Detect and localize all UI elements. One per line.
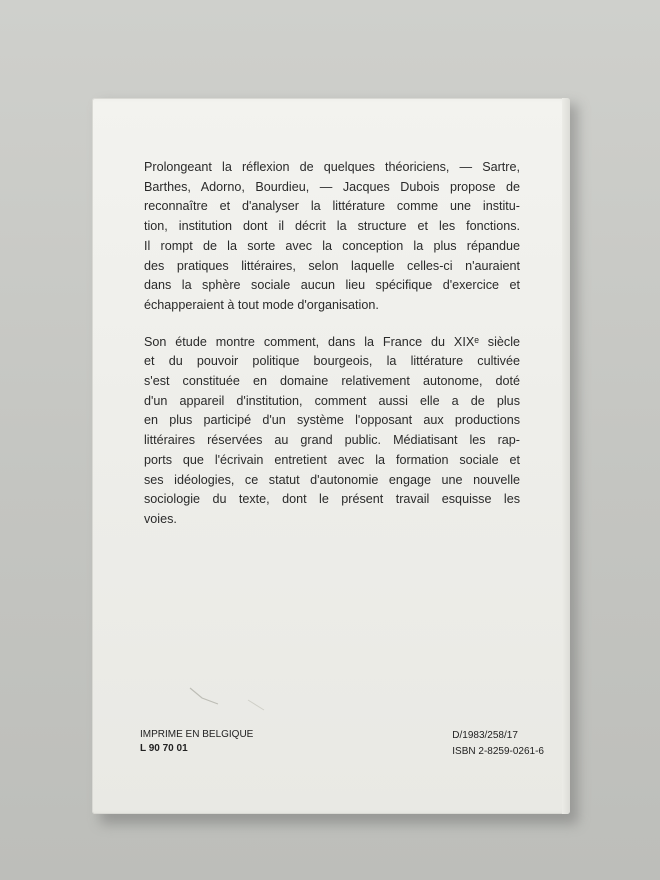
blurb-line: en plus participé d'un système l'opposant aux productions [144, 413, 520, 428]
printing-info [140, 728, 253, 756]
product-code: L 90 70 01 [140, 743, 188, 754]
printed-in-label: IMPRIME EN BELGIQUE [140, 729, 254, 740]
blurb-line: et du pouvoir politique bourgeois, la littérature cultivée [144, 354, 520, 369]
blurb-line: voies. [144, 511, 177, 526]
blurb-line: tion, institution dont il décrit la structure et les fonctions. [144, 219, 520, 234]
blurb-line: Prolongeant la réflexion de quelques théoriciens, — Sartre, [144, 160, 520, 174]
blurb-line: Barthes, Adorno, Bourdieu, — Jacques Dubois propose de [144, 179, 520, 194]
blurb-paragraph-1 [144, 158, 520, 316]
blurb-line: sociologie du texte, dont le présent travail esquisse les [144, 492, 520, 507]
blurb-line: littéraires réservées au grand public. Médiatisant les rap- [144, 433, 520, 448]
blurb-line: des pratiques littéraires, selon laquelle celles-ci n'auraient [144, 258, 520, 273]
blurb-line: Il rompt de la sorte avec la conception la plus répandue [144, 238, 520, 253]
publication-info [452, 728, 544, 760]
scuff-mark [188, 686, 268, 716]
blurb-text [144, 158, 520, 547]
blurb-line: reconnaître et d'analyser la littérature comme une institu- [144, 199, 520, 214]
blurb-line: échapperaient à tout mode d'organisation. [144, 297, 379, 312]
blurb-line: d'un appareil d'institution, comment aussi elle a de plus [144, 393, 520, 408]
blurb-line: ports que l'écrivain entretient avec la formation sociale et [144, 452, 520, 467]
legal-deposit: D/1983/258/17 [452, 730, 518, 741]
blurb-line: Son étude montre comment, dans la France du XIXᵉ siècle [144, 334, 520, 349]
book-edge [562, 98, 570, 814]
book-back-cover [92, 98, 570, 814]
blurb-line: dans la sphère sociale aucun lieu spécifique d'exercice et [144, 278, 520, 293]
blurb-line: s'est constituée en domaine relativement autonome, doté [144, 374, 520, 389]
isbn: ISBN 2-8259-0261-6 [452, 746, 544, 757]
blurb-paragraph-2 [144, 333, 520, 530]
blurb-line: ses idéologies, ce statut d'autonomie engage une nouvelle [144, 472, 520, 487]
